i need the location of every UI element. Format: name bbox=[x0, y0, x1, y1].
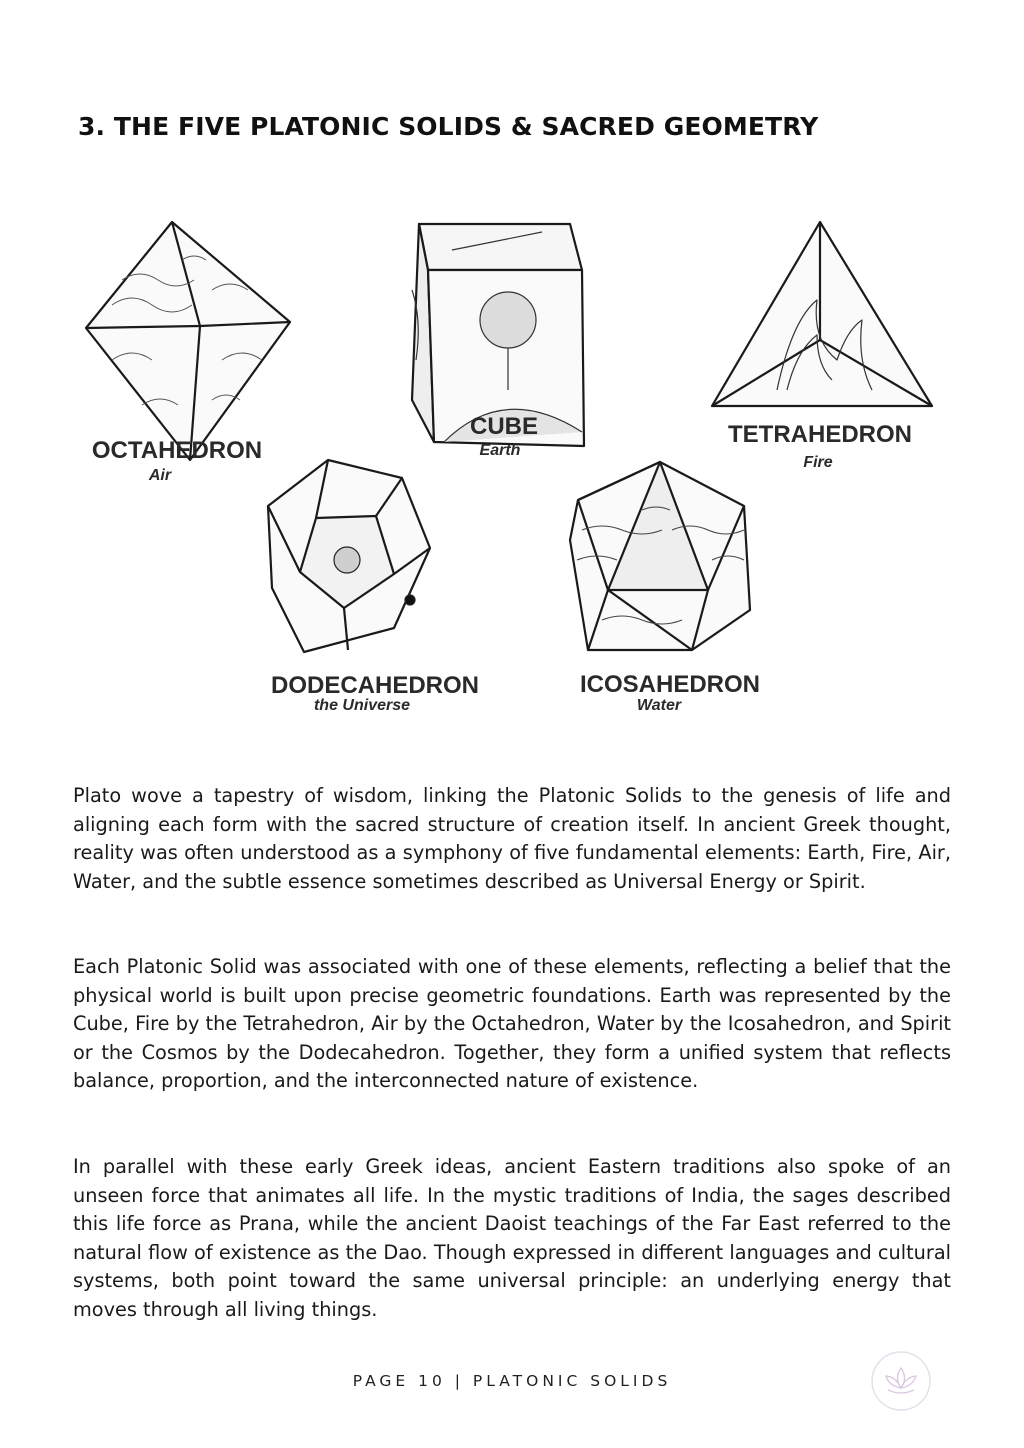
octahedron-drawing bbox=[86, 222, 290, 460]
body-paragraph: In parallel with these early Greek ideas, ancient Eastern traditions also spoke of an unseen force that animates all life. In the mystic traditions of India, the sages described this life force as Prana, while the ancient Daoist teachings of the Far East referred to the natural flow of existence as the Dao. Though expressed in different languages and cultural systems, both point toward the same universal principle: an underlying energy that moves through all living things. bbox=[73, 1155, 951, 1321]
body-paragraph: Each Platonic Solid was associated with one of these elements, reflecting a belief that the physical world is built upon precise geometric foundations. Earth was represented by the Cube, Fire by the Tetrahedron, Air by the Octahedron, Water by the Icosahedron, and Spirit or the Cosmos by the Dodecahedron. Together, they form a unified system that reflects balance, proportion, and the interconnected nature of existence. bbox=[73, 955, 951, 1093]
solid-element-air: Air bbox=[148, 467, 172, 484]
tetrahedron-drawing bbox=[712, 222, 932, 406]
platonic-solids-illustration bbox=[72, 210, 960, 722]
platonic-solids-drawing bbox=[72, 210, 960, 722]
icosahedron-drawing bbox=[570, 462, 750, 650]
solid-name-dodecahedron: DODECAHEDRON bbox=[270, 672, 480, 699]
body-paragraph: Plato wove a tapestry of wisdom, linking the Platonic Solids to the genesis of life and aligning each form with the sacred structure of creation itself. In ancient Greek thought, reality was often understood as a symphony of five fundamental elements: Earth, Fire, Air, Water, and the subtle essence sometimes described as Universal Energy or Spirit. bbox=[73, 784, 951, 893]
solid-element-water: Water bbox=[636, 697, 682, 714]
page-title: 3. THE FIVE PLATONIC SOLIDS & SACRED GEOMETRY bbox=[78, 112, 819, 141]
solid-element-fire: Fire bbox=[803, 454, 833, 471]
solid-element-earth: Earth bbox=[479, 442, 521, 459]
solid-name-octahedron: OCTAHEDRON bbox=[91, 437, 263, 464]
dodecahedron-drawing bbox=[268, 460, 430, 652]
page-footer: PAGE 10 | PLATONIC SOLIDS bbox=[352, 1372, 672, 1390]
solid-name-cube: CUBE bbox=[469, 413, 539, 440]
solid-name-tetrahedron: TETRAHEDRON bbox=[728, 421, 912, 448]
solid-element-universe: the Universe bbox=[313, 697, 411, 714]
solid-name-icosahedron: ICOSAHEDRON bbox=[579, 671, 761, 698]
lotus-logo-icon bbox=[870, 1350, 932, 1412]
